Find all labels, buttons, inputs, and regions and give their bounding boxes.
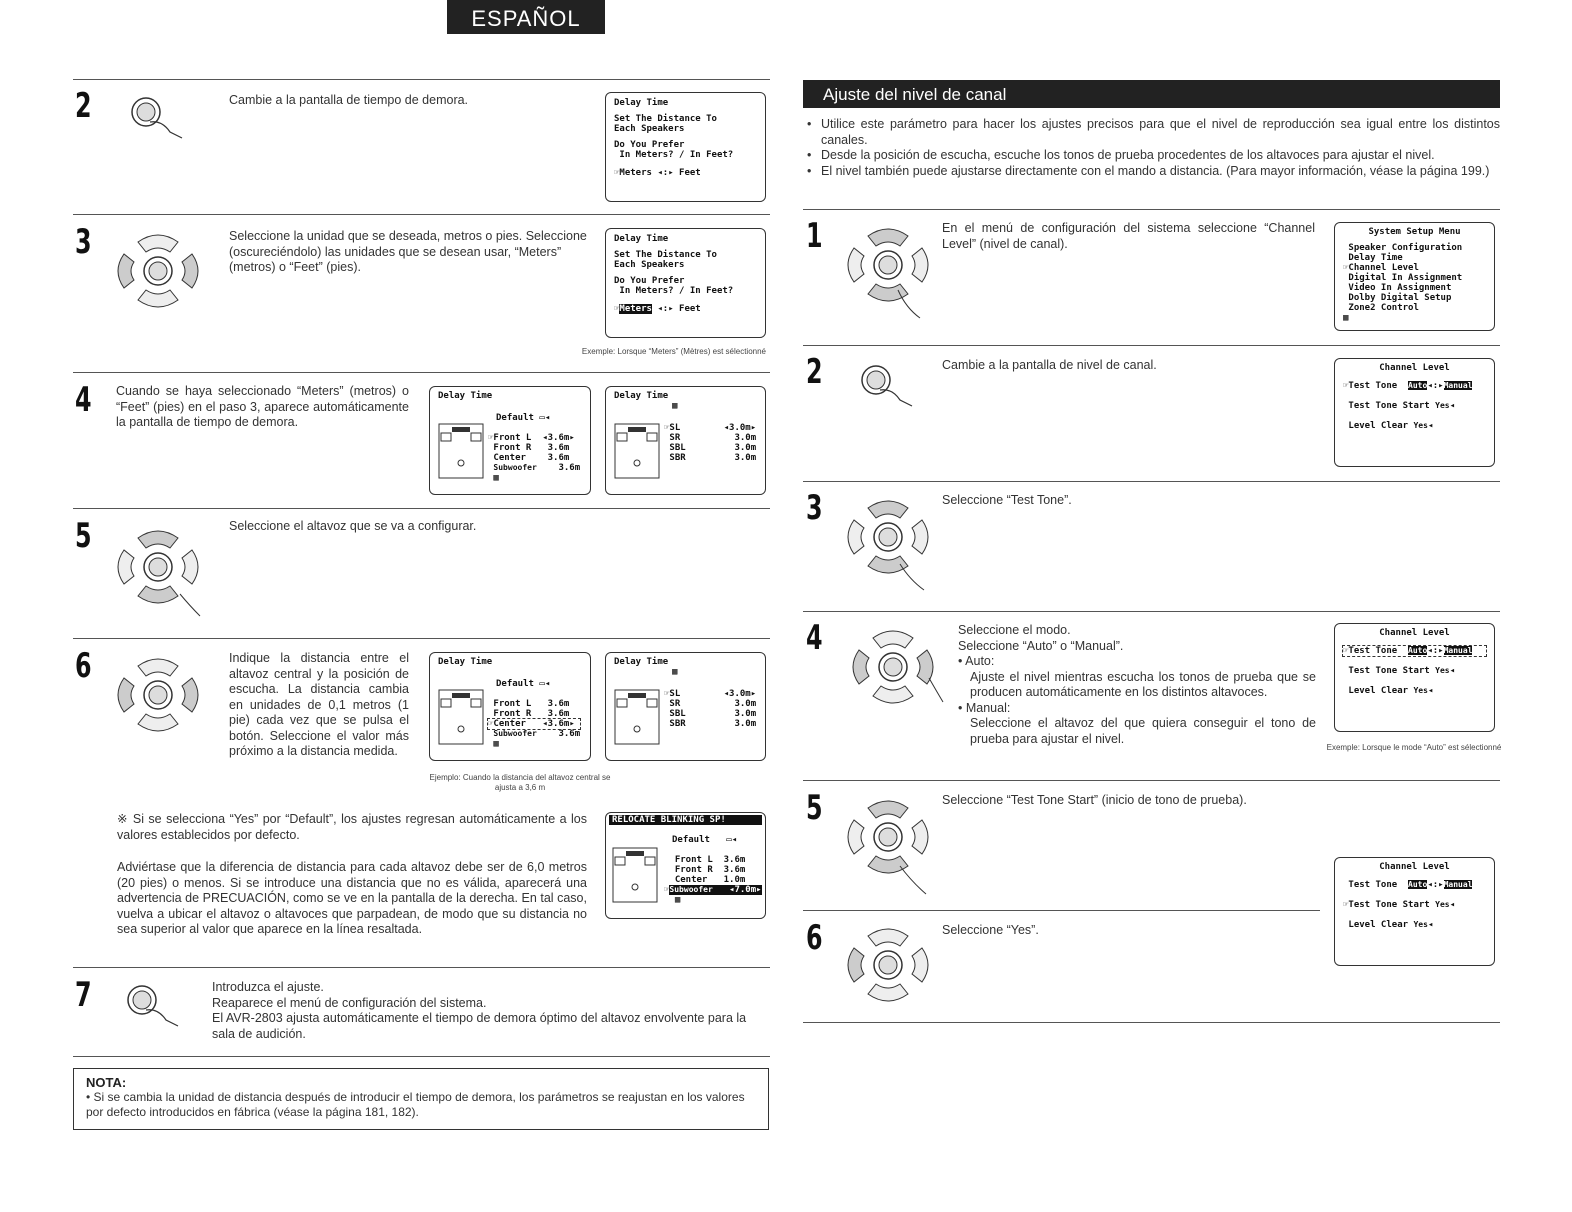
step-4-line: Seleccione el modo. (958, 623, 1071, 637)
speaker-layout-icon (614, 423, 660, 479)
r-step-5-text: Seleccione “Test Tone Start” (inicio de tono de prueba). (942, 793, 1247, 807)
screen-line: Each Speakers (614, 124, 685, 134)
intro-bullets (805, 117, 1500, 179)
divider (803, 481, 1500, 482)
r-step-6-text: Seleccione “Yes”. (942, 923, 1039, 937)
screen-title: Delay Time (614, 234, 669, 244)
bullet-item: • El nivel también puede ajustarse directamente con el mando a distancia. (Para mayor información, véase la página 199.) (805, 164, 1500, 180)
default-label: Default ▭◂ (672, 835, 738, 845)
test-tone-row: Test Tone Auto◂:▸Manual (1348, 880, 1473, 890)
unit-options: ☞Meters ◂:▸ Feet (614, 168, 701, 178)
divider (803, 611, 1500, 612)
divider (73, 508, 770, 509)
divider (73, 214, 770, 215)
step-5-text: Seleccione el altavoz que se va a configurar. (229, 519, 477, 533)
step-7-line: El AVR-2803 ajusta automáticamente el tiempo de demora óptimo del altavoz envolvente para la sala de audición. (212, 1011, 747, 1041)
speaker-row: Front R 3.6m (493, 709, 570, 719)
speaker-row: Center 1.0m (674, 875, 746, 885)
level-clear-row: Level Clear Yes◂ (1348, 686, 1434, 696)
delay-center-screen (429, 652, 591, 761)
step-6-text: Indique la distancia entre el altavoz central y la posición de escucha. La distancia cambia en unidades de 0,1 metros (1 pie) cada vez que se pulsa el botón. Seleccione el valor más próximo a la distancia medida. (229, 651, 409, 758)
speaker-distance-list (488, 699, 580, 749)
speaker-row: ☞Front L ◂3.6m▸ (488, 433, 575, 443)
unit-options: ☞Meters ◂:▸ Feet (614, 304, 701, 314)
step-7-line: Reaparece el menú de configuración del sistema. (212, 995, 487, 1010)
speaker-row: Front R 3.6m (674, 865, 746, 875)
distance-warning-text: Adviértase que la diferencia de distancia para cada altavoz debe ser de 6,0 metros (20 pies) o menos. Si se introduce una distancia que no es válida, aparecerá una advertencia de PRECUACIÓN, como se ve en la pantalla de la derecha. En tal caso, vuelva a ubicar el altavoz o altavoces que parpadean, de modo que su distancia no sea superior al valor que aparece en la línea resaltada. (117, 860, 587, 936)
speaker-distance-list (488, 433, 580, 483)
screen-title: Channel Level (1379, 363, 1450, 373)
screen-title: Delay Time (614, 98, 669, 108)
test-tone-row: ☞Test Tone Auto◂:▸Manual (1343, 646, 1486, 656)
caption: Exemple: Lorsque le mode “Auto” est sélectionné (1326, 743, 1502, 752)
scroll-mark: ▦ (1343, 313, 1349, 323)
channel-level-screen (1334, 358, 1495, 467)
section-title: Ajuste del nivel de canal (803, 80, 1500, 108)
step-number: 1 (806, 216, 823, 256)
step-number: 3 (75, 222, 92, 262)
relocate-warning-screen (605, 812, 766, 919)
speaker-row: Center 3.6m (493, 453, 570, 463)
step-number: 2 (75, 86, 92, 126)
scroll-mark: ▦ (488, 739, 499, 749)
speaker-row: Subwoofer 3.6m (493, 463, 581, 473)
channel-level-screen-start (1334, 857, 1495, 966)
speaker-layout-icon (438, 689, 484, 745)
directional-pad-icon (840, 492, 936, 592)
step-number: 2 (806, 352, 823, 392)
default-label: Default ▭◂ (496, 679, 551, 689)
caption: Ejemplo: Cuando la distancia del altavoz central se ajusta a 3,6 m (429, 773, 611, 792)
bullet-item: • Utilice este parámetro para hacer los ajustes precisos para que el nivel de reproducción sea igual entre los distintos canales. (805, 117, 1500, 148)
screen-line: Set The Distance To (614, 114, 717, 124)
auto-text: Ajuste el nivel mientras escucha los tonos de prueba que se producen automáticamente en los distintos altavoces. (970, 669, 1316, 699)
speaker-row: Front L 3.6m (674, 855, 746, 865)
directional-pad-icon (840, 220, 936, 320)
step-4-line: Seleccione “Auto” o “Manual”. (958, 638, 1124, 653)
scroll-mark: ▦ (664, 895, 681, 905)
speaker-row-selected: ☞Center ◂3.6m▸ (488, 719, 580, 729)
enter-button-icon (852, 360, 924, 410)
directional-pad-icon (845, 622, 945, 714)
note-body: • Si se cambia la unidad de distancia después de introducir el tiempo de demora, los parámetros se reajustan en los valores por defecto introducidos en fábrica (véase la página 181, 182). (86, 1090, 745, 1119)
speaker-layout-icon (438, 423, 484, 479)
screen-line: Set The Distance To (614, 250, 717, 260)
delay-default-screen (429, 386, 591, 495)
step-3-text: Seleccione la unidad que se deseada, metros o pies. Seleccione (oscureciéndolo) las unidades que se desean usar, “Meters” (metros) o “Feet” (pies). (229, 229, 587, 274)
directional-pad-icon (840, 920, 936, 1010)
bullet-item: • Desde la posición de escucha, escuche los tonos de prueba procedentes de los altavoces para ajustar el nivel. (805, 148, 1500, 164)
step-number: 7 (75, 975, 92, 1015)
step-4-text: Cuando se haya seleccionado “Meters” (metros) o “Feet” (pies) en el paso 3, aparece automáticamente la pantalla de tiempo de demora. (116, 384, 409, 429)
delay-time-screen-meters (605, 228, 766, 338)
menu-item: Speaker Configuration (1348, 243, 1463, 253)
speaker-row: SR 3.0m (669, 699, 757, 709)
directional-pad-icon (110, 650, 206, 742)
menu-item: Video In Assignment (1348, 283, 1452, 293)
screen-line: Do You Prefer (614, 276, 685, 286)
speaker-distance-list (664, 855, 762, 905)
test-tone-start-row: Test Tone Start Yes◂ (1348, 666, 1455, 676)
system-setup-menu-screen (1334, 222, 1495, 331)
divider (73, 1056, 770, 1057)
menu-item: Digital In Assignment (1348, 273, 1463, 283)
note-heading: NOTA: (86, 1075, 127, 1090)
speaker-row: SBL 3.0m (669, 709, 757, 719)
auto-heading: • Auto: (958, 654, 995, 668)
screen-line: Each Speakers (614, 260, 685, 270)
test-tone-start-row: ☞Test Tone Start Yes◂ (1343, 900, 1455, 910)
enter-button-icon (122, 92, 194, 142)
speaker-row-highlighted: ☞Subwoofer ◂7.0m▸ (664, 885, 762, 895)
speaker-row: Subwoofer 3.6m (493, 729, 581, 739)
screen-line: Do You Prefer (614, 140, 685, 150)
speaker-row: Front R 3.6m (493, 443, 570, 453)
surround-distance-list (664, 689, 756, 729)
test-tone-start-row: Test Tone Start Yes◂ (1348, 401, 1455, 411)
divider (803, 780, 1500, 781)
screen-line: In Meters? / In Feet? (614, 150, 734, 160)
screen-title: Channel Level (1379, 628, 1450, 638)
r-step-2-text: Cambie a la pantalla de nivel de canal. (942, 358, 1157, 372)
divider (803, 209, 1500, 210)
speaker-row: SBR 3.0m (669, 453, 757, 463)
divider (73, 967, 770, 968)
screen-title: Delay Time (614, 391, 669, 401)
default-note: ※ Si se selecciona “Yes” por “Default”, los ajustes regresan automáticamente a los valores establecidos por defecto. (117, 812, 587, 842)
step-number: 3 (806, 488, 823, 528)
scroll-mark: ▦ (672, 401, 678, 411)
menu-item: Zone2 Control (1348, 303, 1419, 313)
step-number: 5 (806, 788, 823, 828)
speaker-layout-icon (612, 847, 658, 903)
speaker-row: SBR 3.0m (669, 719, 757, 729)
manual-text: Seleccione el altavoz del que quiera conseguir el tono de prueba para ajustar el nivel. (970, 716, 1316, 746)
menu-item-selected: ☞Channel Level (1343, 263, 1419, 273)
screen-title: Delay Time (438, 657, 493, 667)
step-7-line: Introduzca el ajuste. (212, 980, 324, 994)
directional-pad-icon (110, 522, 206, 618)
speaker-row: SBL 3.0m (669, 443, 757, 453)
r-step-1-text: En el menú de configuración del sistema seleccione “Channel Level” (nivel de canal). (942, 221, 1315, 251)
menu-item: Dolby Digital Setup (1348, 293, 1452, 303)
divider (73, 372, 770, 373)
r-step-4-text (958, 623, 1316, 747)
step-number: 5 (75, 516, 92, 556)
warning-title: RELOCATE BLINKING SP! (609, 815, 762, 825)
surround-distance-list (664, 423, 756, 463)
step-number: 4 (806, 618, 823, 658)
scroll-mark: ▦ (488, 473, 499, 483)
step-number: 4 (75, 380, 92, 420)
divider (803, 345, 1500, 346)
level-clear-row: Level Clear Yes◂ (1348, 920, 1434, 930)
menu-title: System Setup Menu (1368, 227, 1461, 237)
screen-title: Delay Time (614, 657, 669, 667)
delay-surround-screen (605, 386, 766, 495)
speaker-row: Front L 3.6m (493, 699, 570, 709)
speaker-row: ☞SL ◂3.0m▸ (664, 423, 757, 433)
test-tone-row: ☞Test Tone Auto◂:▸Manual (1343, 381, 1473, 391)
delay-time-screen (605, 92, 766, 202)
channel-level-screen-auto (1334, 623, 1495, 732)
delay-surround-screen (605, 652, 766, 761)
step-number: 6 (806, 918, 823, 958)
step-7-text (212, 980, 768, 1042)
directional-pad-icon (840, 792, 936, 896)
level-clear-row: Level Clear Yes◂ (1348, 421, 1434, 431)
directional-pad-icon (110, 226, 206, 318)
manual-heading: • Manual: (958, 700, 1011, 715)
speaker-layout-icon (614, 689, 660, 745)
step-number: 6 (75, 646, 92, 686)
speaker-row: ☞SL ◂3.0m▸ (664, 689, 757, 699)
r-step-3-text: Seleccione “Test Tone”. (942, 493, 1072, 507)
scroll-mark: ▦ (672, 667, 678, 677)
divider (803, 910, 1320, 911)
step-2-text: Cambie a la pantalla de tiempo de demora. (229, 93, 469, 107)
language-tab: ESPAÑOL (447, 0, 605, 34)
divider (73, 79, 770, 80)
divider (803, 1022, 1500, 1023)
screen-line: In Meters? / In Feet? (614, 286, 734, 296)
enter-button-icon (118, 980, 190, 1030)
screen-title: Channel Level (1379, 862, 1450, 872)
caption: Exemple: Lorsque “Meters” (Mètres) est sélectionné (581, 347, 766, 356)
speaker-row: SR 3.0m (669, 433, 757, 443)
screen-title: Delay Time (438, 391, 493, 401)
divider (73, 638, 770, 639)
note-box (73, 1068, 769, 1130)
menu-item: Delay Time (1348, 253, 1403, 263)
default-label: Default ▭◂ (496, 413, 551, 423)
